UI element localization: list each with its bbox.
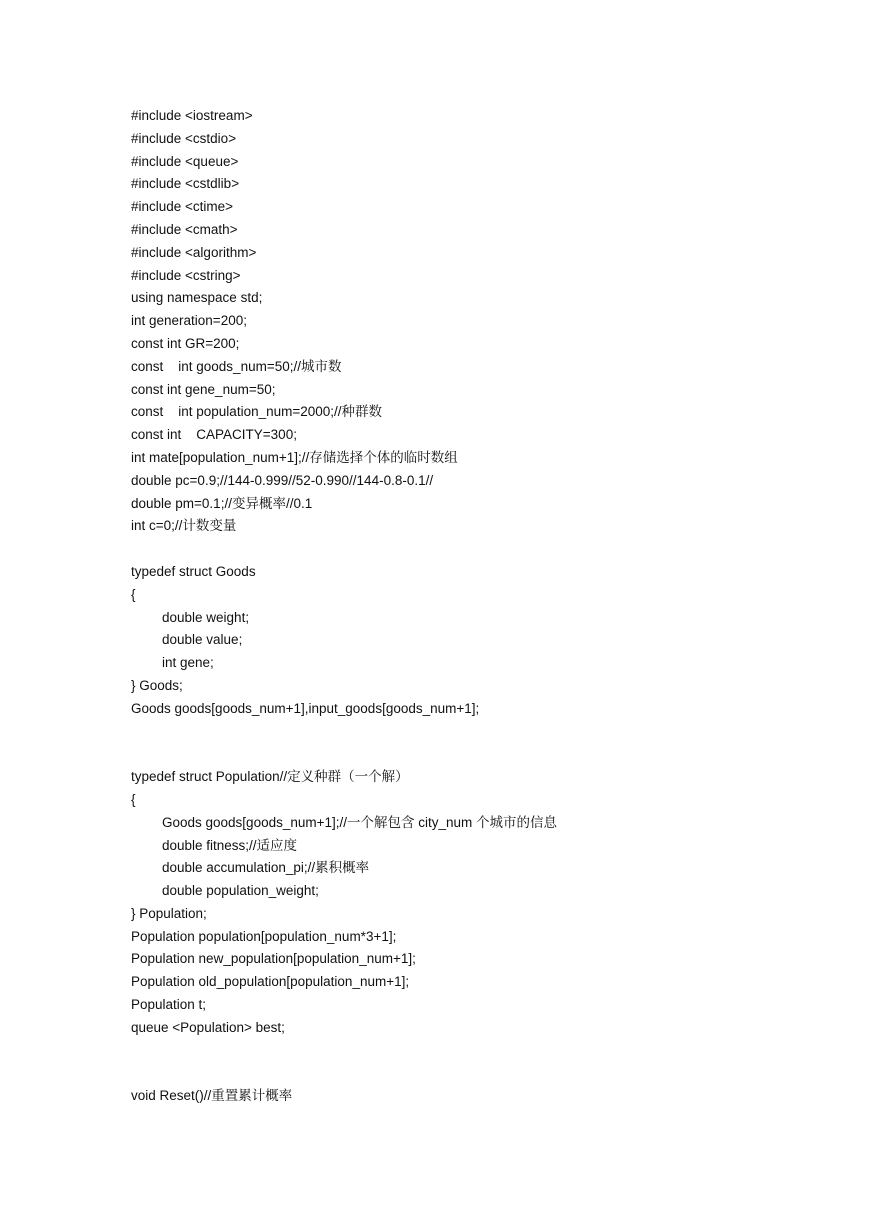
code-line: { <box>131 586 136 602</box>
code-line: queue <Population> best; <box>131 1019 285 1035</box>
code-line: typedef struct Population//定义种群（一个解） <box>131 769 409 785</box>
code-line: #include <cstring> <box>131 267 241 283</box>
code-line: #include <ctime> <box>131 199 234 215</box>
code-line: double pc=0.9;//144-0.999//52-0.990//144-0.8-0.1// <box>131 472 434 488</box>
code-line: #include <cmath> <box>131 221 238 237</box>
code-line: double population_weight; <box>162 883 319 899</box>
code-line <box>131 1040 831 1063</box>
code-line: } Goods; <box>131 677 183 693</box>
code-line: Population old_population[population_num+1]; <box>131 974 410 990</box>
code-line: using namespace std; <box>131 290 263 306</box>
code-line: typedef struct Goods <box>131 563 256 579</box>
code-line: const int population_num=2000;//种群数 <box>131 404 383 420</box>
code-line: double accumulation_pi;//累积概率 <box>162 860 370 876</box>
code-line: } Population; <box>131 905 207 921</box>
code-line: int gene; <box>162 655 214 671</box>
code-line: const int gene_num=50; <box>131 381 276 397</box>
code-line <box>131 538 831 561</box>
code-line: #include <algorithm> <box>131 244 257 260</box>
code-line: int c=0;//计数变量 <box>131 518 237 534</box>
code-line: int mate[population_num+1];//存储选择个体的临时数组 <box>131 449 458 465</box>
code-line <box>131 721 831 744</box>
code-line: #include <cstdio> <box>131 130 237 146</box>
code-line: #include <queue> <box>131 153 239 169</box>
code-line: const int CAPACITY=300; <box>131 427 297 443</box>
code-line: double value; <box>162 632 243 648</box>
code-line: double weight; <box>162 609 250 625</box>
code-line <box>131 743 831 766</box>
code-line: { <box>131 791 136 807</box>
code-line: #include <cstdlib> <box>131 176 240 192</box>
code-line: double fitness;//适应度 <box>162 837 298 853</box>
code-line: Population population[population_num*3+1]; <box>131 928 397 944</box>
code-line: Population new_population[population_num+1]; <box>131 951 416 967</box>
code-line: const int GR=200; <box>131 335 240 351</box>
code-line <box>131 1062 831 1085</box>
code-line: double pm=0.1;//变异概率//0.1 <box>131 495 313 511</box>
code-line: int generation=200; <box>131 313 247 329</box>
code-line: Population t; <box>131 997 207 1013</box>
code-line: Goods goods[goods_num+1];//一个解包含 city_num 个城市的信息 <box>162 814 558 830</box>
code-line: void Reset()//重置累计概率 <box>131 1088 293 1104</box>
code-line: Goods goods[goods_num+1],input_goods[goods_num+1]; <box>131 700 480 716</box>
code-listing <box>131 105 831 1108</box>
code-line: #include <iostream> <box>131 108 253 123</box>
code-line: const int goods_num=50;//城市数 <box>131 358 342 374</box>
